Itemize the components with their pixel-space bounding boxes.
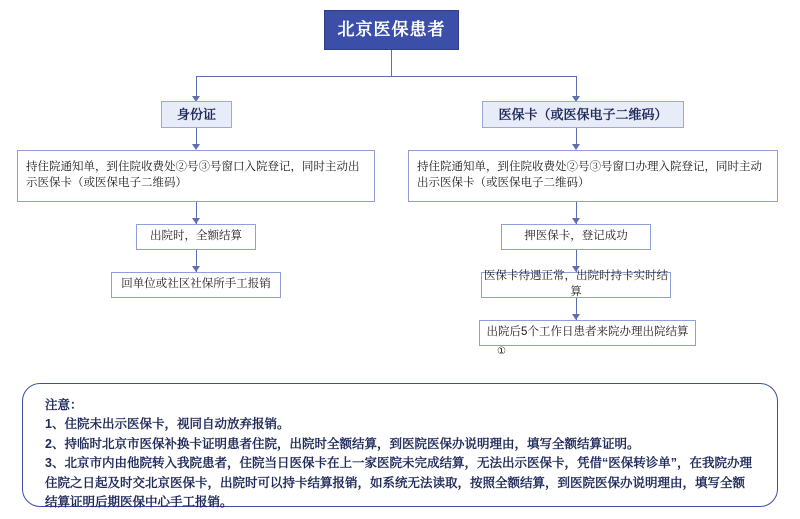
node-branch-id-card-label: 身份证 (176, 106, 216, 122)
node-root-label: 北京医保患者 (337, 19, 446, 39)
node-left-step-2 (136, 224, 256, 250)
note-line-1: 1、住院未出示医保卡，视同自动放弃报销。 (45, 417, 290, 432)
node-left-step-3 (111, 272, 281, 298)
note-line-3: 3、北京市内由他院转入我院患者，住院当日医保卡在上一家医院未完成结算，无法出示医保卡，凭借“医保转诊单”，在我院办理住院之日起及时交北京医保卡，出院时可以持卡结算报销，如系统无法读取，按照全额结算，到医院医保办说明理由，填写全额结算证明后期医保中心手工报销。 (45, 456, 752, 509)
node-right-step-1-label: 持住院通知单，到住院收费处②号③号窗口办理入院登记，同时主动出示医保卡（或医保电子二维码） (417, 161, 762, 189)
connector-split-bar (196, 76, 576, 77)
node-branch-insurance-card-label: 医保卡（或医保电子二维码） (498, 106, 668, 122)
node-branch-id-card (161, 101, 232, 128)
node-right-step-2-label: 押医保卡，登记成功 (524, 230, 628, 243)
node-branch-insurance-card (482, 101, 684, 128)
node-right-step-2 (501, 224, 651, 250)
node-left-step-3-label: 回单位或社区社保所手工报销 (121, 278, 271, 291)
node-left-step-2-label: 出院时，全额结算 (150, 230, 242, 243)
node-root (324, 10, 459, 50)
connector-root-stem (391, 50, 392, 76)
node-right-step-3-label: 医保卡待遇正常，出院时持卡实时结算 (484, 270, 668, 298)
node-right-step-3 (481, 272, 671, 298)
node-right-step-4 (479, 320, 696, 346)
note-box (22, 383, 778, 507)
node-right-step-1 (408, 150, 778, 202)
node-right-step-4-label: 出院后5个工作日患者来院办理出院结算 (486, 326, 689, 339)
right-step-marker: ① (497, 346, 506, 357)
node-left-step-1 (17, 150, 375, 202)
note-title: 注意： (45, 398, 83, 412)
note-line-2: 2、持临时北京市医保补换卡证明患者住院，出院时全额结算，到医院医保办说明理由，填写全额结算证明。 (45, 436, 640, 451)
node-left-step-1-label: 持住院通知单，到住院收费处②号③号窗口入院登记，同时主动出示医保卡（或医保电子二维码） (26, 161, 360, 189)
